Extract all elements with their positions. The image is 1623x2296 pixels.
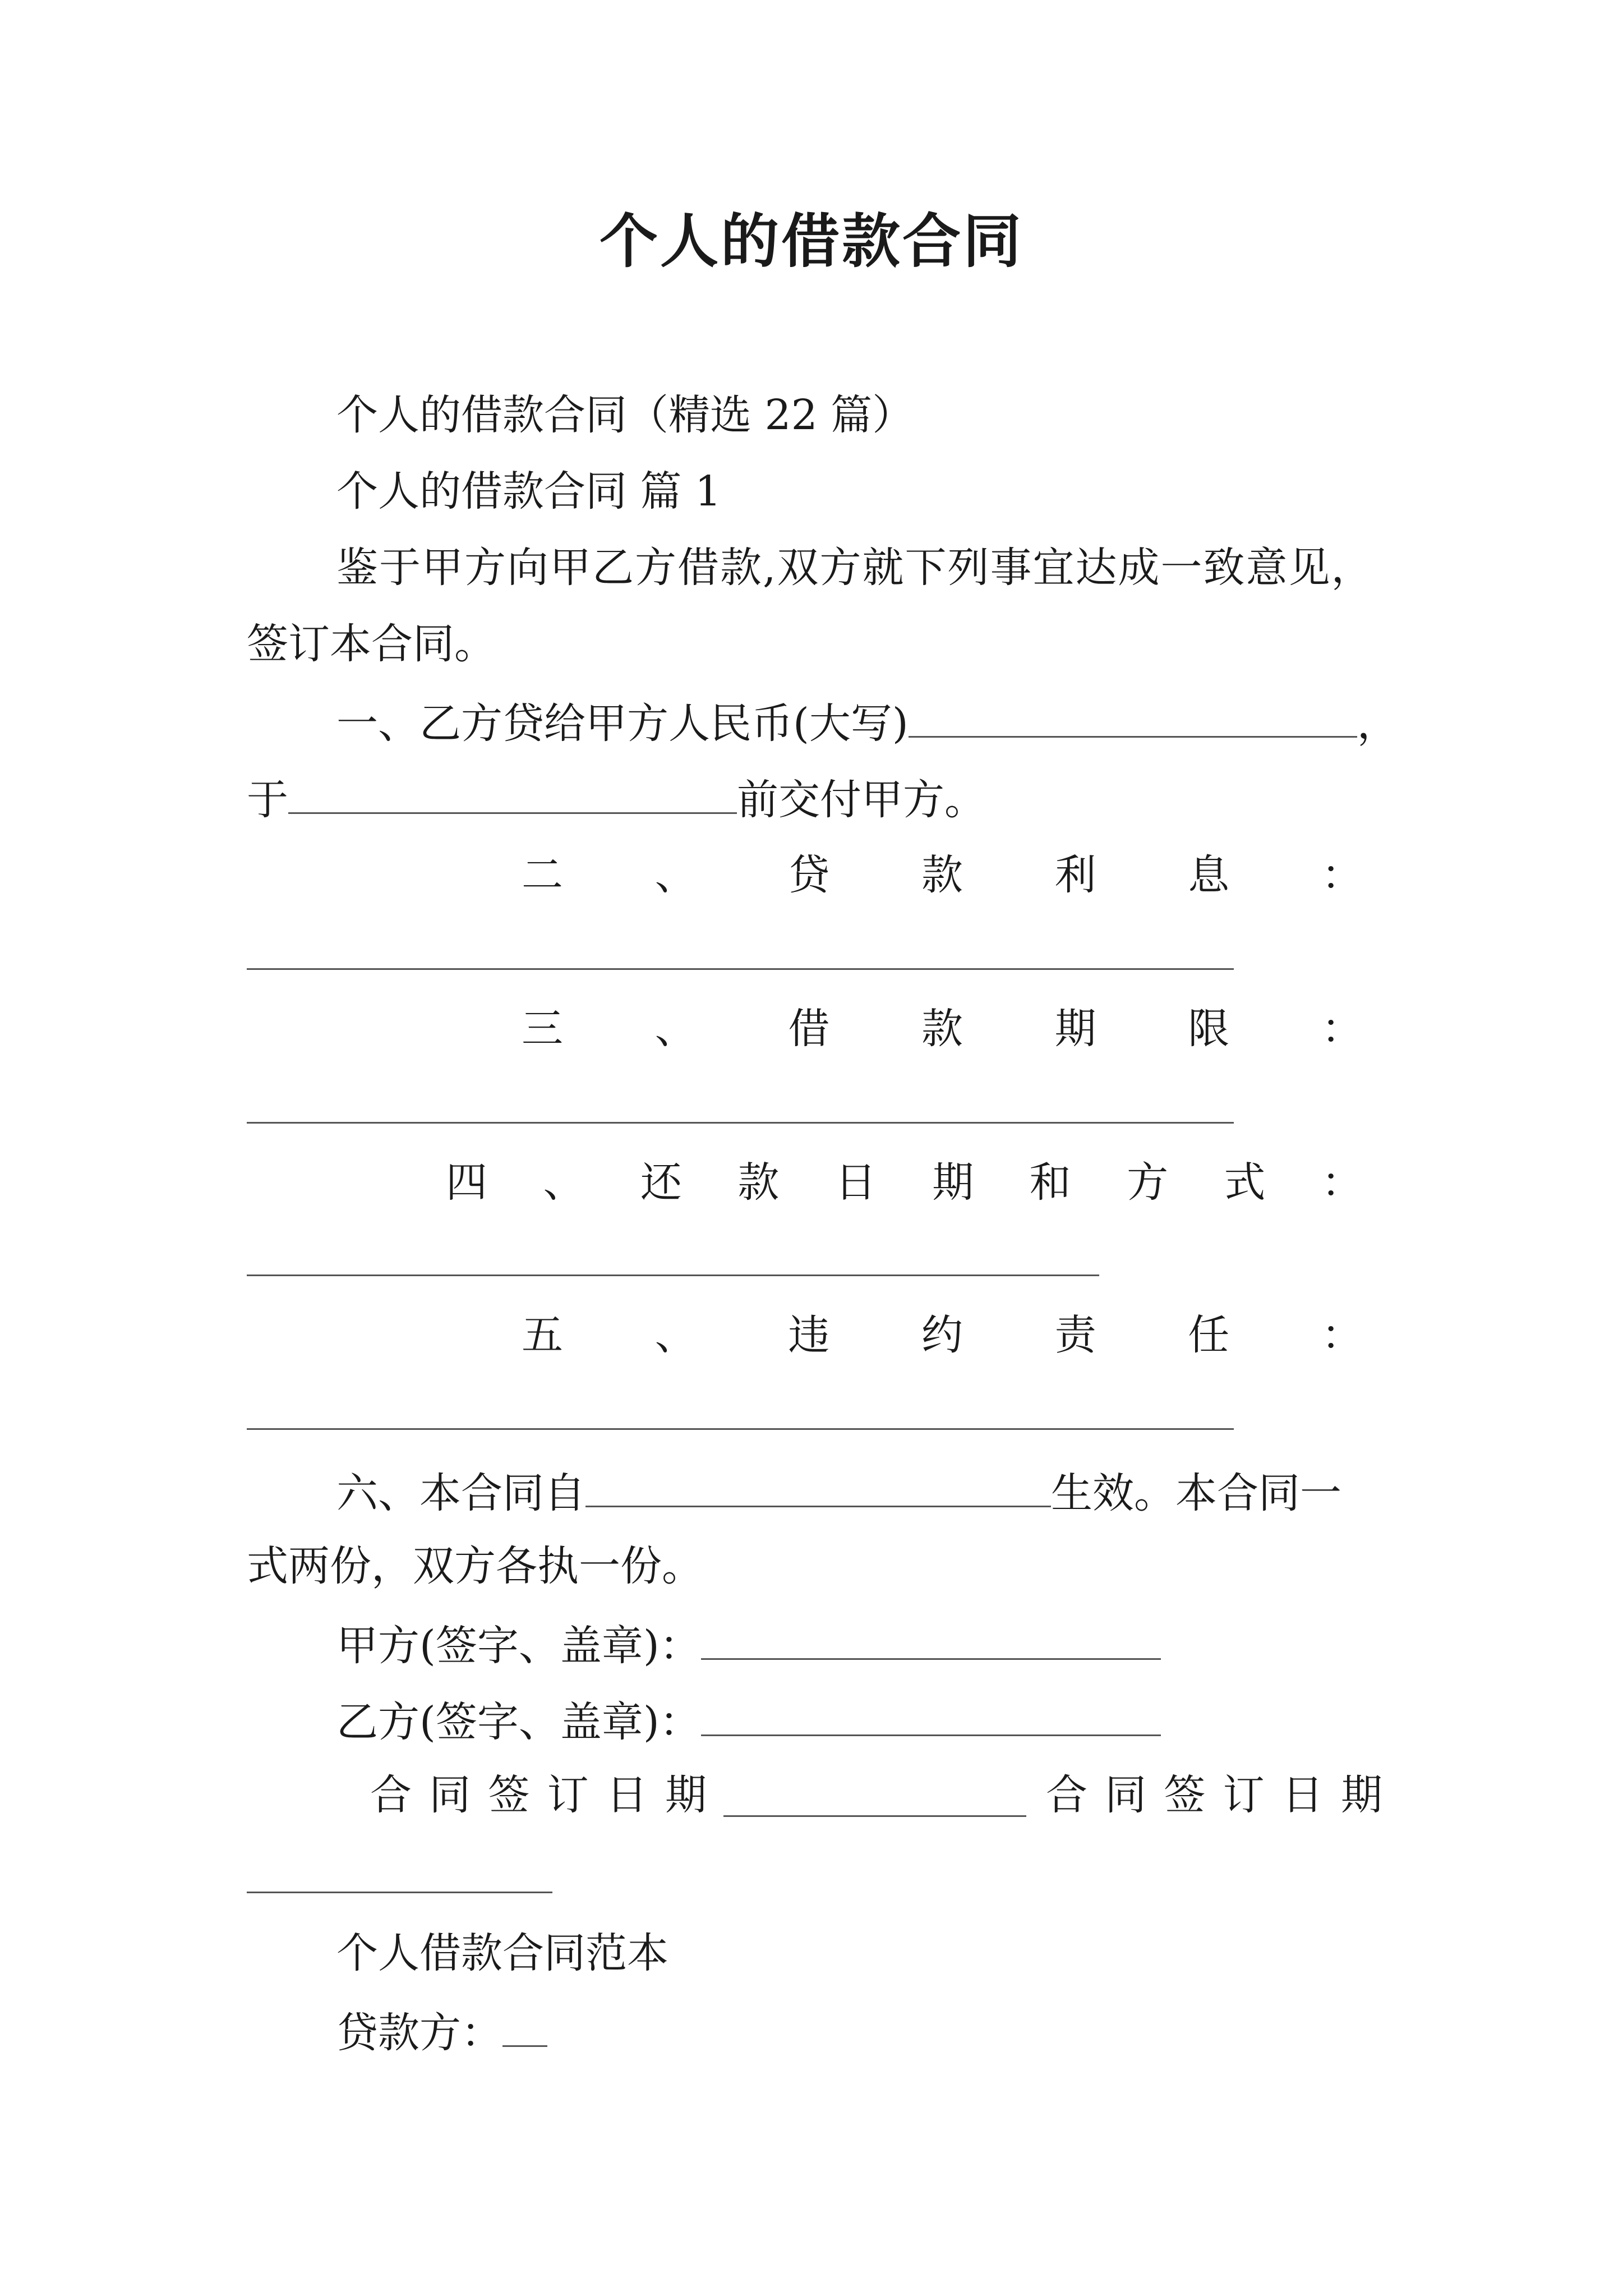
clause2-char: 、	[654, 851, 697, 899]
clause4-char: 四	[446, 1158, 487, 1207]
sign-date-char: 日	[1281, 1771, 1324, 1819]
sign-date-char: 合	[1046, 1771, 1087, 1819]
clause3-char: 款	[921, 1005, 963, 1053]
sign-date-blank-2[interactable]	[247, 1892, 552, 1893]
clause4-char: 期	[932, 1158, 974, 1207]
clause1-prefix: 一、乙方贷给甲方人民币(大写)	[336, 700, 909, 748]
clause4-heading	[446, 1154, 1363, 1211]
subtitle-line: 个人的借款合同 篇 1	[336, 467, 722, 516]
para1-line2: 签订本合同。	[247, 620, 496, 668]
clause2-char: 利	[1054, 851, 1096, 899]
template-title: 个人借款合同范本	[336, 1929, 668, 1977]
clause3-char: 三	[522, 1005, 563, 1053]
clause4-char: ：	[1321, 1158, 1363, 1207]
sign-date-char: 日	[606, 1771, 648, 1819]
clause3-char: 限	[1188, 1005, 1230, 1053]
clause5-char: ：	[1321, 1311, 1363, 1359]
delivery-date-blank[interactable]	[288, 769, 737, 814]
clause4-char: 日	[834, 1158, 877, 1207]
party-a-label: 甲方(签字、盖章)：	[336, 1622, 701, 1670]
sign-date-char: 合	[370, 1771, 412, 1819]
clause2-char: ：	[1321, 851, 1363, 899]
clause1-suffix: ，	[1357, 700, 1399, 748]
party-b-line	[336, 1691, 1161, 1750]
clause3-char: ：	[1321, 1005, 1363, 1053]
clause5-char: 五	[522, 1311, 563, 1359]
clause6-suffix: 生效。本合同一	[1051, 1469, 1341, 1517]
para1-line1: 鉴于甲方向甲乙方借款,双方就下列事宜达成一致意见，	[336, 544, 1374, 592]
clause4-char: 式	[1224, 1158, 1266, 1207]
sign-date-char: 同	[429, 1771, 471, 1819]
document-title: 个人的借款合同	[599, 206, 1023, 275]
lender-blank[interactable]	[502, 2001, 547, 2047]
lender-label: 贷款方：	[336, 2009, 502, 2057]
clause1-line2	[247, 769, 986, 828]
loan-term-blank[interactable]	[247, 1122, 1234, 1124]
repayment-blank[interactable]	[247, 1274, 1099, 1276]
clause3-char: 借	[788, 1005, 830, 1053]
clause4-char: 方	[1127, 1158, 1169, 1207]
sign-date-char: 签	[488, 1771, 530, 1819]
clause6-line1	[336, 1462, 1341, 1521]
clause1-line2-prefix: 于	[247, 776, 288, 824]
clause2-heading	[522, 847, 1363, 903]
sign-date-char: 签	[1164, 1771, 1206, 1819]
sign-date-char: 期	[1340, 1771, 1382, 1819]
sign-date-char: 订	[1223, 1771, 1265, 1819]
effective-date-blank[interactable]	[585, 1462, 1051, 1507]
lender-line	[336, 2001, 547, 2061]
clause6-line2: 式两份，双方各执一份。	[247, 1542, 703, 1590]
sign-date-char: 同	[1105, 1771, 1147, 1819]
sign-date-char: 订	[547, 1771, 589, 1819]
clause3-char: 期	[1054, 1005, 1096, 1053]
clause5-heading	[522, 1307, 1363, 1363]
party-b-signature-blank[interactable]	[701, 1691, 1161, 1736]
clause2-char: 款	[921, 851, 963, 899]
sign-date-label-2	[1046, 1767, 1382, 1823]
sign-date-label-1	[370, 1767, 707, 1823]
clause1-line2-suffix: 前交付甲方。	[737, 776, 986, 824]
clause1-line1	[336, 692, 1399, 752]
clause3-heading	[522, 1001, 1363, 1057]
party-b-label: 乙方(签字、盖章)：	[336, 1698, 701, 1746]
clause2-char: 息	[1188, 851, 1230, 899]
clause4-char: 还	[640, 1158, 682, 1207]
clause4-char: 和	[1029, 1158, 1071, 1207]
clause2-char: 二	[522, 851, 563, 899]
loan-amount-blank[interactable]	[909, 692, 1357, 738]
clause4-char: 、	[543, 1158, 585, 1207]
clause5-char: 违	[788, 1311, 830, 1359]
clause5-char: 、	[654, 1311, 697, 1359]
party-a-line	[336, 1614, 1161, 1674]
clause5-char: 约	[921, 1311, 963, 1359]
clause5-char: 责	[1054, 1311, 1096, 1359]
clause5-char: 任	[1188, 1311, 1230, 1359]
clause3-char: 、	[654, 1005, 697, 1053]
clause6-prefix: 六、本合同自	[336, 1469, 585, 1517]
sign-date-blank[interactable]	[723, 1815, 1026, 1817]
party-a-signature-blank[interactable]	[701, 1614, 1161, 1660]
interest-blank[interactable]	[247, 968, 1234, 970]
sign-date-char: 期	[665, 1771, 707, 1819]
clause4-char: 款	[737, 1158, 780, 1207]
clause2-char: 贷	[788, 851, 830, 899]
intro-line: 个人的借款合同（精选 22 篇）	[336, 391, 914, 439]
liability-blank[interactable]	[247, 1428, 1234, 1430]
